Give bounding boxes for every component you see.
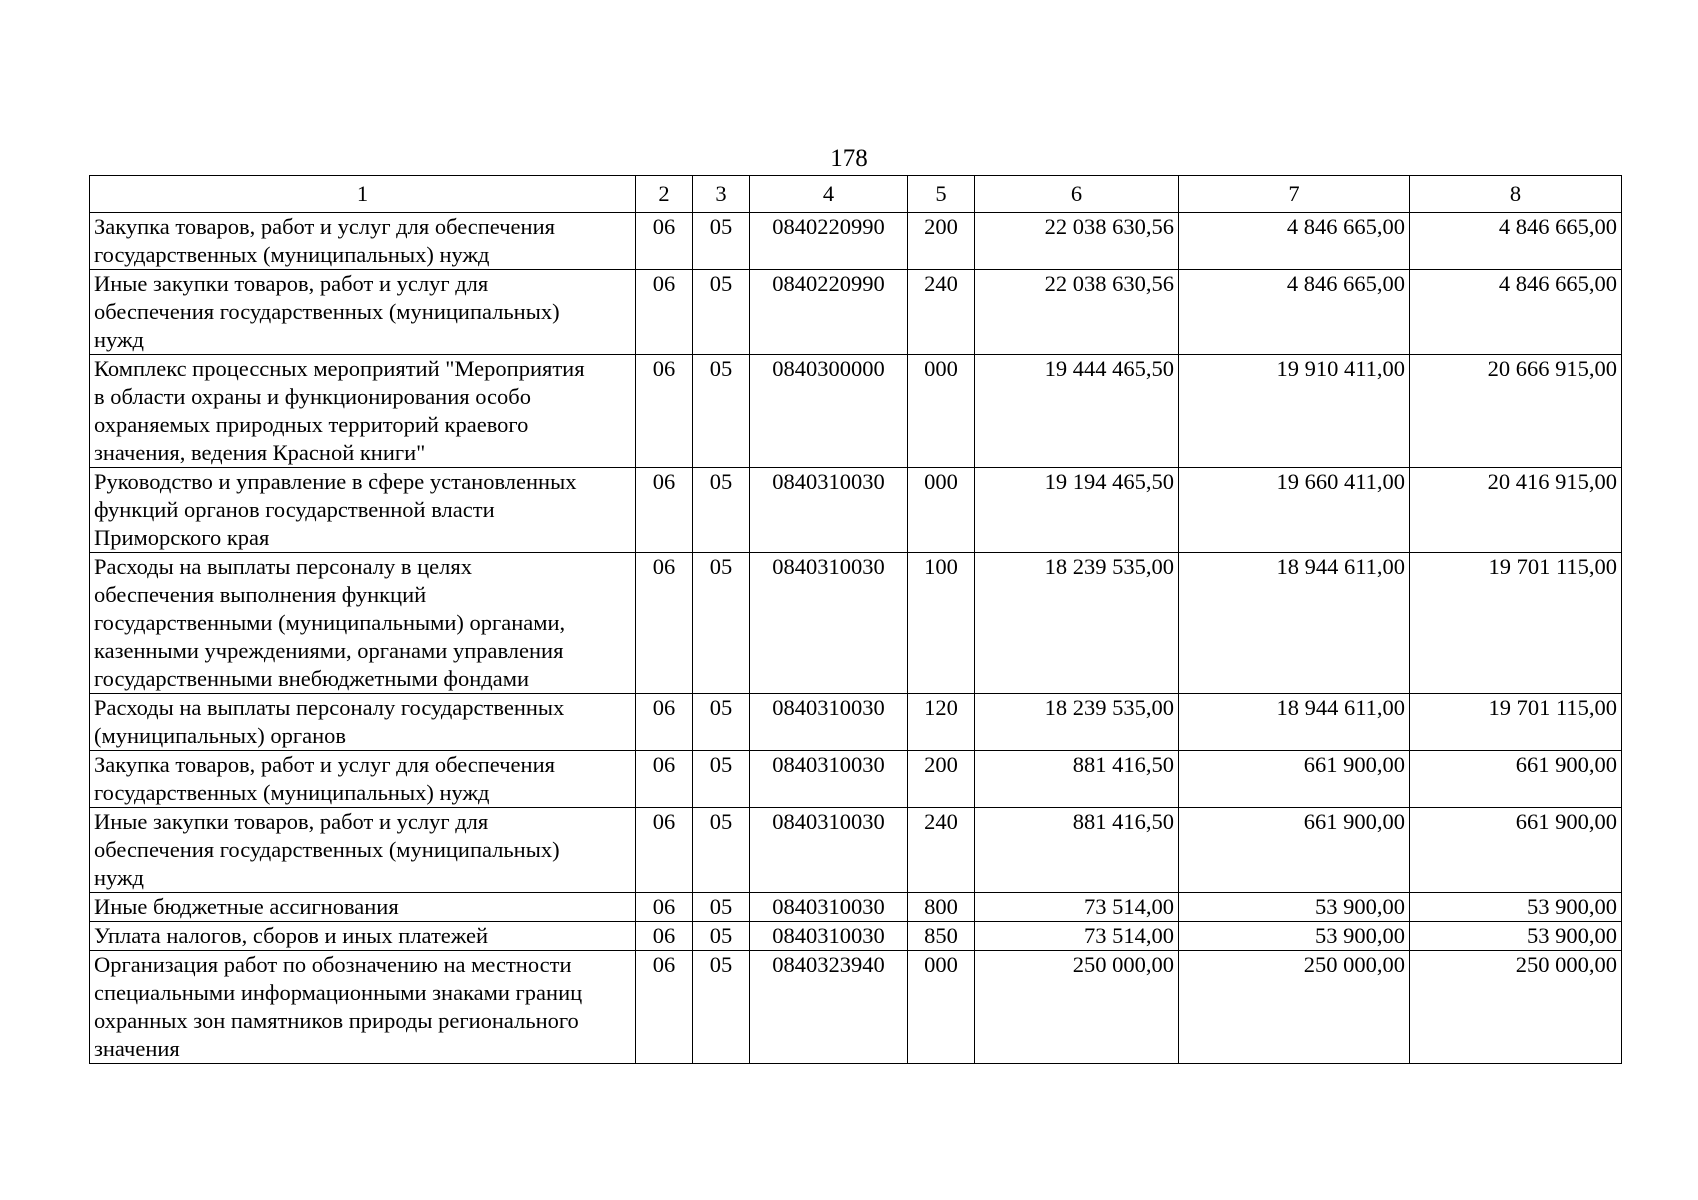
subsection-code: 05 xyxy=(693,922,750,951)
amount-col-7: 18 944 611,00 xyxy=(1179,553,1410,694)
amount-col-8: 20 666 915,00 xyxy=(1410,355,1622,468)
section-code: 06 xyxy=(636,468,693,553)
expense-type-code: 240 xyxy=(908,270,975,355)
budget-table xyxy=(89,175,1622,1064)
expense-type-code: 000 xyxy=(908,355,975,468)
target-article-code: 0840300000 xyxy=(750,355,908,468)
section-code: 06 xyxy=(636,951,693,1064)
section-code: 06 xyxy=(636,694,693,751)
table-row xyxy=(90,893,1622,922)
section-code: 06 xyxy=(636,922,693,951)
row-description xyxy=(90,922,636,951)
section-code: 06 xyxy=(636,751,693,808)
target-article-code: 0840310030 xyxy=(750,694,908,751)
description-line: Расходы на выплаты персоналу в целях xyxy=(94,554,472,579)
subsection-code: 05 xyxy=(693,270,750,355)
description-line: Иные бюджетные ассигнования xyxy=(94,894,399,919)
table-row xyxy=(90,270,1622,355)
amount-col-7: 4 846 665,00 xyxy=(1179,270,1410,355)
amount-col-6: 73 514,00 xyxy=(975,893,1179,922)
row-description xyxy=(90,553,636,694)
table-row xyxy=(90,951,1622,1064)
section-code: 06 xyxy=(636,355,693,468)
row-description xyxy=(90,355,636,468)
description-line: охраняемых природных территорий краевого xyxy=(94,412,529,437)
amount-col-7: 19 910 411,00 xyxy=(1179,355,1410,468)
description-line: Расходы на выплаты персоналу государственных xyxy=(94,695,565,720)
amount-col-6: 881 416,50 xyxy=(975,808,1179,893)
table-row xyxy=(90,553,1622,694)
section-code: 06 xyxy=(636,553,693,694)
description-line: охранных зон памятников природы регионального xyxy=(94,1008,579,1033)
section-code: 06 xyxy=(636,270,693,355)
expense-type-code: 000 xyxy=(908,468,975,553)
amount-col-7: 53 900,00 xyxy=(1179,922,1410,951)
amount-col-7: 19 660 411,00 xyxy=(1179,468,1410,553)
description-line: нужд xyxy=(94,327,144,352)
description-line: обеспечения государственных (муниципальных) xyxy=(94,299,560,324)
target-article-code: 0840310030 xyxy=(750,808,908,893)
subsection-code: 05 xyxy=(693,468,750,553)
header-col-3: 3 xyxy=(693,176,750,213)
expense-type-code: 000 xyxy=(908,951,975,1064)
amount-col-8: 53 900,00 xyxy=(1410,922,1622,951)
description-line: обеспечения выполнения функций xyxy=(94,582,427,607)
description-line: государственных (муниципальных) нужд xyxy=(94,780,490,805)
subsection-code: 05 xyxy=(693,355,750,468)
row-description xyxy=(90,893,636,922)
expense-type-code: 850 xyxy=(908,922,975,951)
table-row xyxy=(90,213,1622,270)
header-col-1: 1 xyxy=(90,176,636,213)
description-line: Организация работ по обозначению на местности xyxy=(94,952,572,977)
table-row xyxy=(90,694,1622,751)
subsection-code: 05 xyxy=(693,553,750,694)
row-description xyxy=(90,751,636,808)
description-line: обеспечения государственных (муниципальных) xyxy=(94,837,560,862)
amount-col-7: 250 000,00 xyxy=(1179,951,1410,1064)
description-line: Иные закупки товаров, работ и услуг для xyxy=(94,271,489,296)
description-line: в области охраны и функционирования особо xyxy=(94,384,531,409)
amount-col-7: 661 900,00 xyxy=(1179,808,1410,893)
description-line: нужд xyxy=(94,865,144,890)
amount-col-6: 18 239 535,00 xyxy=(975,553,1179,694)
description-line: государственных (муниципальных) нужд xyxy=(94,242,490,267)
header-row xyxy=(90,176,1622,213)
page-number: 178 xyxy=(830,145,868,172)
description-line: государственными (муниципальными) органами, xyxy=(94,610,566,635)
target-article-code: 0840310030 xyxy=(750,468,908,553)
amount-col-6: 19 194 465,50 xyxy=(975,468,1179,553)
amount-col-7: 18 944 611,00 xyxy=(1179,694,1410,751)
amount-col-8: 4 846 665,00 xyxy=(1410,213,1622,270)
description-line: Уплата налогов, сборов и иных платежей xyxy=(94,923,489,948)
expense-type-code: 120 xyxy=(908,694,975,751)
subsection-code: 05 xyxy=(693,893,750,922)
amount-col-8: 661 900,00 xyxy=(1410,808,1622,893)
subsection-code: 05 xyxy=(693,213,750,270)
table-row xyxy=(90,751,1622,808)
subsection-code: 05 xyxy=(693,808,750,893)
amount-col-8: 19 701 115,00 xyxy=(1410,553,1622,694)
amount-col-8: 250 000,00 xyxy=(1410,951,1622,1064)
header-col-7: 7 xyxy=(1179,176,1410,213)
amount-col-8: 19 701 115,00 xyxy=(1410,694,1622,751)
header-col-5: 5 xyxy=(908,176,975,213)
description-line: специальными информационными знаками границ xyxy=(94,980,583,1005)
header-col-8: 8 xyxy=(1410,176,1622,213)
amount-col-6: 250 000,00 xyxy=(975,951,1179,1064)
description-line: Закупка товаров, работ и услуг для обеспечения xyxy=(94,214,555,239)
target-article-code: 0840310030 xyxy=(750,751,908,808)
table-header xyxy=(90,176,1622,213)
row-description xyxy=(90,694,636,751)
amount-col-6: 18 239 535,00 xyxy=(975,694,1179,751)
row-description xyxy=(90,213,636,270)
table-row xyxy=(90,468,1622,553)
expense-type-code: 240 xyxy=(908,808,975,893)
description-line: (муниципальных) органов xyxy=(94,723,347,748)
expense-type-code: 200 xyxy=(908,213,975,270)
subsection-code: 05 xyxy=(693,694,750,751)
description-line: Закупка товаров, работ и услуг для обеспечения xyxy=(94,752,555,777)
description-line: значения xyxy=(94,1036,180,1061)
header-col-2: 2 xyxy=(636,176,693,213)
expense-type-code: 100 xyxy=(908,553,975,694)
description-line: Руководство и управление в сфере установленных xyxy=(94,469,577,494)
amount-col-6: 19 444 465,50 xyxy=(975,355,1179,468)
target-article-code: 0840220990 xyxy=(750,213,908,270)
header-col-6: 6 xyxy=(975,176,1179,213)
section-code: 06 xyxy=(636,213,693,270)
amount-col-8: 661 900,00 xyxy=(1410,751,1622,808)
amount-col-7: 661 900,00 xyxy=(1179,751,1410,808)
description-line: казенными учреждениями, органами управления xyxy=(94,638,564,663)
target-article-code: 0840310030 xyxy=(750,893,908,922)
expense-type-code: 200 xyxy=(908,751,975,808)
row-description xyxy=(90,468,636,553)
amount-col-8: 4 846 665,00 xyxy=(1410,270,1622,355)
subsection-code: 05 xyxy=(693,751,750,808)
table-body xyxy=(90,213,1622,1064)
target-article-code: 0840310030 xyxy=(750,553,908,694)
description-line: Приморского края xyxy=(94,525,270,550)
description-line: государственными внебюджетными фондами xyxy=(94,666,530,691)
description-line: Иные закупки товаров, работ и услуг для xyxy=(94,809,489,834)
expense-type-code: 800 xyxy=(908,893,975,922)
target-article-code: 0840220990 xyxy=(750,270,908,355)
amount-col-7: 4 846 665,00 xyxy=(1179,213,1410,270)
subsection-code: 05 xyxy=(693,951,750,1064)
table-row xyxy=(90,922,1622,951)
amount-col-8: 53 900,00 xyxy=(1410,893,1622,922)
table-row xyxy=(90,808,1622,893)
amount-col-7: 53 900,00 xyxy=(1179,893,1410,922)
header-col-4: 4 xyxy=(750,176,908,213)
amount-col-6: 881 416,50 xyxy=(975,751,1179,808)
target-article-code: 0840323940 xyxy=(750,951,908,1064)
description-line: функций органов государственной власти xyxy=(94,497,495,522)
description-line: Комплекс процессных мероприятий "Мероприятия xyxy=(94,356,585,381)
amount-col-6: 73 514,00 xyxy=(975,922,1179,951)
amount-col-6: 22 038 630,56 xyxy=(975,270,1179,355)
description-line: значения, ведения Красной книги" xyxy=(94,440,426,465)
amount-col-8: 20 416 915,00 xyxy=(1410,468,1622,553)
row-description xyxy=(90,951,636,1064)
amount-col-6: 22 038 630,56 xyxy=(975,213,1179,270)
section-code: 06 xyxy=(636,893,693,922)
section-code: 06 xyxy=(636,808,693,893)
row-description xyxy=(90,808,636,893)
table-row xyxy=(90,355,1622,468)
row-description xyxy=(90,270,636,355)
target-article-code: 0840310030 xyxy=(750,922,908,951)
